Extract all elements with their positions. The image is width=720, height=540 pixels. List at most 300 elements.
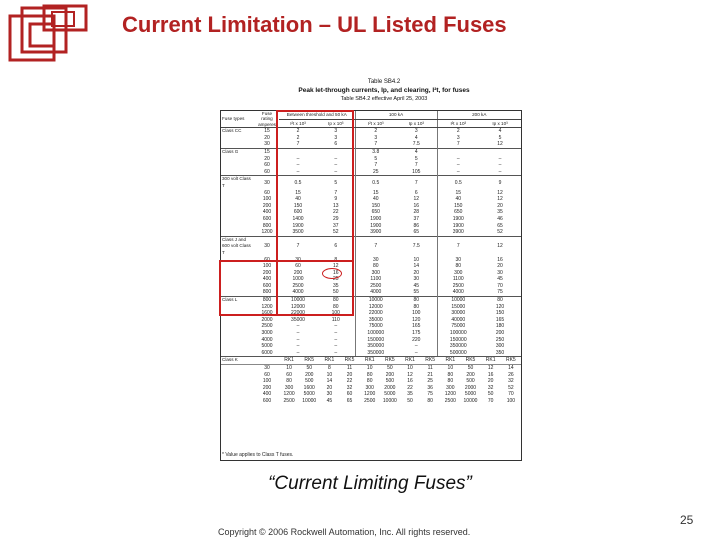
header-fuse-rating: Fuse rating amperes xyxy=(255,111,279,128)
table-cell: 0.5 xyxy=(355,176,396,190)
table-cell: 60 xyxy=(264,162,270,169)
table-cell: 5 xyxy=(498,134,502,141)
empty-cell xyxy=(221,398,255,405)
table-cell: 40 xyxy=(295,196,301,203)
table-cell: 7 xyxy=(414,162,418,169)
fuse-type-cell xyxy=(221,337,255,344)
table-cell: 1400 xyxy=(292,215,304,222)
table-cell: 150 xyxy=(495,310,505,317)
table-cell: 12000 xyxy=(291,303,305,310)
table-cell: 12 xyxy=(497,141,503,148)
table-cell: 300 xyxy=(284,384,294,391)
subheader: I²t x 10³ xyxy=(279,119,317,128)
empty-cell xyxy=(221,378,255,385)
table-cell: 3500 xyxy=(292,229,304,236)
table-cell: 80 xyxy=(437,263,479,270)
table-cell: 1900 xyxy=(292,222,304,229)
table-cell: 3 xyxy=(334,134,338,141)
table-cell: 165 xyxy=(495,316,505,323)
table-cell: 10 xyxy=(447,365,454,371)
table-cell: 1100 xyxy=(355,276,396,283)
table-cell: 20 xyxy=(346,371,353,378)
table-cell: 500 xyxy=(305,378,314,385)
table-cell: 80 xyxy=(413,303,420,310)
fuse-type-cell xyxy=(221,216,255,223)
table-cell: 2 xyxy=(279,128,317,135)
table-cell: 40000 xyxy=(437,317,479,324)
header-fuse-types: Fuse types xyxy=(221,111,255,128)
table-cell: 165 xyxy=(412,323,421,330)
fuse-type-cell xyxy=(221,203,255,210)
table-cell: 12 xyxy=(497,196,503,203)
fuse-type-cell xyxy=(221,209,255,216)
table-cell: 50 xyxy=(332,289,339,296)
table-cell: 650 xyxy=(437,209,479,216)
table-cell: 15 xyxy=(355,190,396,197)
table-cell: 6000 xyxy=(261,349,273,356)
table-cell: 100000 xyxy=(437,330,479,337)
table-cell: 30 xyxy=(255,236,279,256)
table-cell: 1200 xyxy=(261,229,273,236)
table-cell: 150 xyxy=(355,203,396,210)
table-cell: 40 xyxy=(355,196,396,203)
table-effective-date: Table SB4.2 effective April 25, 2003 xyxy=(340,96,428,102)
table-cell: 100 xyxy=(412,310,421,317)
table-cell: 80 xyxy=(317,297,355,304)
table-cell: 7 xyxy=(355,162,396,169)
table-cell: 7.5 xyxy=(396,236,437,256)
table-cell: 0.5 xyxy=(437,176,479,190)
subheader: Ip x 10³ xyxy=(317,119,355,128)
fuse-type-cell xyxy=(221,135,255,142)
table-row xyxy=(221,190,521,197)
table-cell: 10 xyxy=(407,365,413,371)
class-k-subheader: RK1 xyxy=(440,357,460,365)
header-100ka: 100 kA xyxy=(355,111,437,119)
table-row xyxy=(221,223,521,230)
class-k-row xyxy=(221,365,521,372)
table-cell: 200 xyxy=(466,371,475,378)
table-cell: 14 xyxy=(508,365,514,371)
table-cell: 5000 xyxy=(464,391,477,398)
table-cell: – xyxy=(296,343,300,350)
table-cell: 15 xyxy=(255,128,279,135)
table-cell: 29 xyxy=(332,215,339,222)
fuse-type-cell: Class L xyxy=(221,297,255,304)
table-cell: 35 xyxy=(332,282,339,289)
table-cell: 1000 xyxy=(292,276,304,283)
table-cell: 16 xyxy=(407,378,413,385)
fuse-type-cell: Class J and 600 volt Class T xyxy=(221,236,255,256)
table-cell: 37 xyxy=(332,222,339,229)
table-cell: 22 xyxy=(332,209,339,216)
table-cell: 7 xyxy=(334,189,338,196)
class-k-subheader: RK5 xyxy=(501,357,521,365)
table-cell: 800 xyxy=(262,222,272,229)
table-cell: 52 xyxy=(497,229,503,236)
subheader: Ip x 10³ xyxy=(479,119,521,128)
table-cell: 60 xyxy=(264,256,270,263)
table-cell: 16 xyxy=(487,371,494,378)
empty-cell xyxy=(221,365,255,372)
subheader: I²t x 10³ xyxy=(437,119,479,128)
table-cell: 2500 xyxy=(364,397,376,404)
table-cell: 30 xyxy=(264,141,270,148)
table-cell: – xyxy=(296,323,300,330)
class-k-subheader: RK1 xyxy=(279,357,299,365)
table-cell: 6 xyxy=(317,236,355,256)
table-cell: 7 xyxy=(396,176,437,190)
table-cell: – xyxy=(437,156,479,163)
table-cell: 9 xyxy=(479,176,521,190)
fuse-type-cell xyxy=(221,190,255,197)
table-cell: 400 xyxy=(262,276,272,283)
table-row xyxy=(221,196,521,203)
table-cell: 2 xyxy=(355,128,396,135)
table-row xyxy=(221,141,521,148)
table-cell: 75 xyxy=(497,289,503,296)
fuse-type-cell: Class G xyxy=(221,149,255,156)
table-number: Table SB4.2 xyxy=(367,79,401,85)
table-cell: 120 xyxy=(412,316,421,323)
company-logo xyxy=(8,4,88,62)
table-row xyxy=(221,330,521,337)
table-cell: 2500 xyxy=(437,283,479,290)
table-cell: 36 xyxy=(427,384,433,391)
class-k-header-row xyxy=(221,357,521,365)
fuse-type-cell xyxy=(221,169,255,176)
fuse-type-cell xyxy=(221,162,255,169)
table-cell: 200 xyxy=(495,330,505,337)
table-cell: – xyxy=(334,155,338,162)
table-cell: 35000 xyxy=(291,316,305,323)
table-cell: 20 xyxy=(497,263,503,270)
table-cell: 52 xyxy=(508,384,514,391)
table-cell: – xyxy=(414,349,418,356)
table-cell: 65 xyxy=(346,397,353,404)
table-cell: 600 xyxy=(262,397,272,404)
table-cell: 1200 xyxy=(283,391,295,398)
class-k-row xyxy=(221,378,521,385)
table-cell: 10 xyxy=(413,256,420,263)
table-cell: 6 xyxy=(334,141,338,148)
table-cell: 10000 xyxy=(355,297,396,304)
fuse-type-cell xyxy=(221,223,255,230)
table-cell: 500 xyxy=(385,378,395,385)
table-cell: 12000 xyxy=(355,304,396,311)
table-cell: 200 xyxy=(305,371,314,378)
table-cell: 2500 xyxy=(283,397,295,404)
table-cell: 200 xyxy=(262,384,272,391)
table-cell: 35 xyxy=(497,209,503,216)
table-cell: 2500 xyxy=(355,283,396,290)
table-cell: 80 xyxy=(366,371,373,378)
table-cell: 220 xyxy=(412,336,421,343)
table-cell: 60 xyxy=(264,371,270,378)
table-cell: 7 xyxy=(355,236,396,256)
table-cell: 15 xyxy=(437,190,479,197)
table-cell: 11 xyxy=(427,365,433,371)
table-cell: 50 xyxy=(467,365,474,371)
table-cell: 25 xyxy=(427,378,433,385)
table-cell: 150 xyxy=(293,202,303,209)
table-cell: 5000 xyxy=(261,343,273,350)
class-k-row xyxy=(221,385,521,392)
table-row xyxy=(221,162,521,169)
table-cell: 10000 xyxy=(437,297,479,304)
table-cell: 80 xyxy=(447,378,454,385)
table-footnote: * Value applies to Class T fuses. xyxy=(222,452,294,458)
table-cell: 800 xyxy=(262,289,272,296)
table-cell: 4000 xyxy=(355,289,396,296)
table-cell: – xyxy=(296,336,300,343)
table-cell: 3 xyxy=(437,135,479,142)
table-cell: 30 xyxy=(355,257,396,264)
table-row xyxy=(221,337,521,344)
table-cell: 5 xyxy=(317,176,355,190)
table-row xyxy=(221,128,521,135)
empty-cell xyxy=(221,391,255,398)
table-cell: 200 xyxy=(262,269,272,276)
table-cell: 10 xyxy=(286,365,292,371)
table-cell: 600 xyxy=(262,282,272,289)
table-cell: – xyxy=(296,330,300,337)
class-k-row xyxy=(221,398,521,405)
table-row xyxy=(221,135,521,142)
class-k-subheader: RK5 xyxy=(380,357,400,365)
table-cell: 30 xyxy=(264,365,270,371)
table-cell: 10000 xyxy=(279,297,317,304)
table-cell: 1600 xyxy=(303,384,315,391)
table-cell: 26 xyxy=(508,371,514,378)
table-cell: 10000 xyxy=(382,397,397,404)
table-cell: 300 xyxy=(446,384,455,391)
table-cell: 2500 xyxy=(261,323,273,330)
fuse-type-cell xyxy=(221,156,255,163)
table-cell: – xyxy=(296,162,300,169)
table-cell: 70 xyxy=(508,391,514,398)
table-cell: 40 xyxy=(437,196,479,203)
table-cell: 14 xyxy=(326,378,333,385)
fuse-type-cell xyxy=(221,343,255,350)
page-number: 25 xyxy=(680,513,694,527)
table-cell: 200 xyxy=(262,202,272,209)
table-cell: 20 xyxy=(326,384,333,391)
class-k-subheader: RK5 xyxy=(299,357,319,365)
table-cell: – xyxy=(334,323,338,330)
table-cell xyxy=(437,149,479,156)
table-cell: 20 xyxy=(497,202,503,209)
table-cell: 7 xyxy=(437,141,479,148)
table-cell: 2000 xyxy=(464,384,477,391)
table-cell: 150000 xyxy=(355,337,396,344)
class-k-row xyxy=(221,372,521,379)
table-cell: – xyxy=(334,343,338,350)
current-limiting-caption: “Current Limiting Fuses” xyxy=(268,473,472,494)
table-cell: 4000 xyxy=(261,336,273,343)
table-cell: 30 xyxy=(295,256,301,263)
table-row xyxy=(221,323,521,330)
table-cell: 14 xyxy=(413,263,420,270)
table-cell: 400 xyxy=(262,391,272,398)
table-cell: – xyxy=(498,155,502,162)
table-cell: 105 xyxy=(412,168,421,175)
table-cell: 150000 xyxy=(437,337,479,344)
table-cell: 3.8 xyxy=(355,149,396,156)
table-cell: 25 xyxy=(332,276,339,283)
table-row xyxy=(221,203,521,210)
table-cell: 80 xyxy=(366,378,373,385)
table-cell: 65 xyxy=(413,229,420,236)
table-cell: 5 xyxy=(355,156,396,163)
table-cell: 12 xyxy=(479,236,521,256)
table-cell: 70 xyxy=(497,282,503,289)
header-200ka: 200 kA xyxy=(437,111,521,119)
table-cell: 250 xyxy=(495,336,505,343)
table-cell xyxy=(479,149,521,156)
subheader: I²t x 10³ xyxy=(355,119,396,128)
table-cell: 45 xyxy=(413,282,420,289)
table-cell: – xyxy=(334,330,338,337)
table-cell: 75000 xyxy=(355,323,396,330)
table-cell: 1900 xyxy=(355,223,396,230)
table-row xyxy=(221,149,521,156)
table-cell: 21 xyxy=(427,371,433,378)
class-k-subheader: RK1 xyxy=(481,357,501,365)
table-cell: 11 xyxy=(346,365,353,371)
table-cell: 1100 xyxy=(437,276,479,283)
fuse-type-cell xyxy=(221,196,255,203)
table-cell: 30 xyxy=(497,269,503,276)
table-cell: 50 xyxy=(407,397,413,404)
table-cell: 5000 xyxy=(384,391,396,398)
table-cell: 60 xyxy=(264,168,270,175)
table-cell: – xyxy=(334,336,338,343)
table-cell: 30 xyxy=(413,276,420,283)
table-cell: 600 xyxy=(293,209,303,216)
table-cell: 10000 xyxy=(463,397,478,404)
table-cell: 100 xyxy=(262,196,272,203)
table-cell: 350 xyxy=(495,349,505,356)
table-cell: 46 xyxy=(497,215,503,222)
table-cell: 300 xyxy=(437,270,479,277)
table-cell: 4000 xyxy=(292,289,304,296)
table-row xyxy=(221,343,521,350)
table-cell: 80 xyxy=(332,303,339,310)
fuse-type-cell xyxy=(221,317,255,324)
table-cell: 650 xyxy=(355,209,396,216)
table-cell: 600 xyxy=(262,215,272,222)
table-cell: 80 xyxy=(396,297,437,304)
table-cell: 35000 xyxy=(355,317,396,324)
subheader: Ip x 10³ xyxy=(396,119,437,128)
table-cell: 7 xyxy=(437,236,479,256)
table-cell: 175 xyxy=(412,330,421,337)
table-cell: – xyxy=(437,169,479,176)
table-cell: 16 xyxy=(332,269,339,276)
table-cell: 80 xyxy=(427,397,433,404)
table-cell: 50 xyxy=(487,391,494,398)
table-cell: 3900 xyxy=(437,229,479,236)
table-cell: – xyxy=(334,168,338,175)
table-cell: 50 xyxy=(306,365,313,371)
table-cell: – xyxy=(498,168,502,175)
class-k-subheader: RK5 xyxy=(339,357,359,365)
table-cell: 1900 xyxy=(437,223,479,230)
table-cell: 8 xyxy=(334,256,338,263)
table-cell: 60 xyxy=(346,391,353,398)
table-cell: 12 xyxy=(487,365,494,371)
fuse-type-cell xyxy=(221,229,255,236)
table-cell: 65 xyxy=(497,222,503,229)
empty-cell xyxy=(221,372,255,379)
table-cell: 0.5 xyxy=(279,176,317,190)
table-cell: 32 xyxy=(487,384,494,391)
table-cell: 120 xyxy=(495,303,505,310)
table-cell: – xyxy=(334,162,338,169)
table-cell: 32 xyxy=(346,384,353,391)
table-row xyxy=(221,317,521,324)
table-cell: 15 xyxy=(255,149,279,156)
fuse-type-cell xyxy=(221,350,255,357)
table-cell: 20 xyxy=(264,134,270,141)
table-cell: 2 xyxy=(296,134,300,141)
table-cell: 20 xyxy=(487,378,494,385)
table-cell: 35 xyxy=(407,391,413,398)
table-cell: 7 xyxy=(279,236,317,256)
table-cell: 350000 xyxy=(437,343,479,350)
fuse-type-cell xyxy=(221,141,255,148)
table-cell: 80 xyxy=(479,297,521,304)
table-cell: 6 xyxy=(414,189,418,196)
table-cell: – xyxy=(296,168,300,175)
table-cell: – xyxy=(437,162,479,169)
table-cell: 32 xyxy=(508,378,514,385)
table-row xyxy=(221,236,521,256)
table-cell: 30 xyxy=(326,391,333,398)
table-cell: 5 xyxy=(414,155,418,162)
table-cell: 3000 xyxy=(261,330,273,337)
table-cell: 200 xyxy=(385,371,395,378)
table-cell: 22000 xyxy=(355,310,396,317)
fuse-type-cell: 300 volt Class T xyxy=(221,176,255,190)
table-cell: 500 xyxy=(466,378,475,385)
table-cell: 1200 xyxy=(364,391,376,398)
table-cell: 2000 xyxy=(384,384,396,391)
class-k-row xyxy=(221,391,521,398)
table-cell: 2500 xyxy=(444,397,456,404)
table-cell: 7 xyxy=(296,141,300,148)
table-cell: 30 xyxy=(437,257,479,264)
table-cell: 4 xyxy=(479,128,521,135)
table-cell: 300 xyxy=(355,270,396,277)
table-cell: 60 xyxy=(286,371,292,378)
table-cell: 15000 xyxy=(437,304,479,311)
table-cell: 60 xyxy=(264,189,270,196)
table-cell: 10 xyxy=(326,371,333,378)
table-cell: – xyxy=(296,349,300,356)
table-cell: 180 xyxy=(495,323,505,330)
table-cell: 75000 xyxy=(437,323,479,330)
class-k-subheader: RK5 xyxy=(460,357,480,365)
table-cell: 300 xyxy=(365,384,374,391)
table-cell: 4000 xyxy=(437,289,479,296)
table-cell: 2 xyxy=(437,128,479,135)
table-cell: 16 xyxy=(497,256,503,263)
table-cell: 16 xyxy=(413,202,420,209)
table-cell: 75 xyxy=(427,391,433,398)
table-cell: 15 xyxy=(295,189,301,196)
